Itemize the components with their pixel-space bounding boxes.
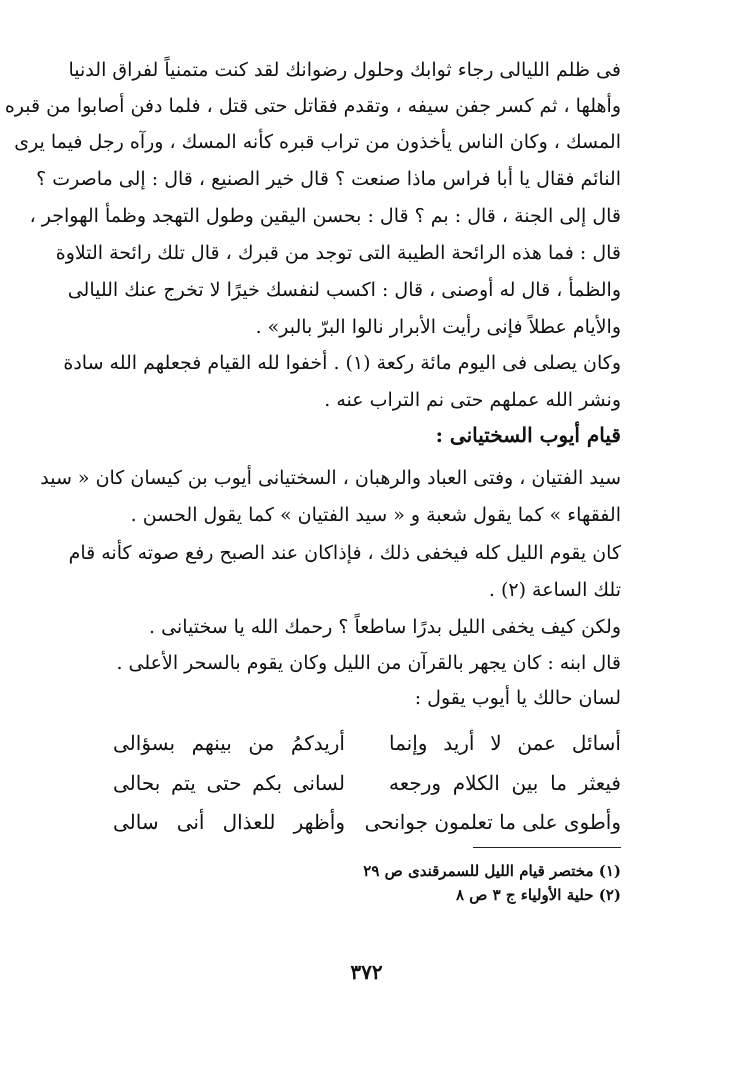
body-line: وكان يصلى فى اليوم مائة ركعة (١) . أخفوا لله القيام فجعلهم الله سادة <box>63 352 621 374</box>
body-line: والظمأ ، قال له أوصنى ، قال : اكسب لنفسك خيرًا لا تخرج عنك الليالى <box>67 279 621 301</box>
body-line: وأهلها ، ثم كسر جفن سيفه ، وتقدم فقاتل حتى قتل ، فلما دفن أصابوا من قبره <box>4 95 621 117</box>
body-line: والأيام عطلاً فإنى رأيت الأبرار نالوا البرّ بالبر» . <box>255 316 621 338</box>
poem-hemistich-first: فيعثر ما بين الكلام ورجعه <box>389 771 621 795</box>
section-heading: قيام أيوب السختيانى : <box>435 423 621 447</box>
section-line: قال ابنه : كان يجهر بالقرآن من الليل وكان يقوم بالسحر الأعلى . <box>116 652 621 674</box>
section-line: تلك الساعة (٢) . <box>488 579 621 601</box>
body-line: قال إلى الجنة ، قال : بم ؟ قال : بحسن اليقين وطول التهجد وظمأ الهواجر ، <box>29 205 621 227</box>
poem-hemistich-second: أريدكمُ من بينهم بسؤالى <box>113 731 345 755</box>
body-line: ونشر الله عملهم حتى نم التراب عنه . <box>324 389 621 411</box>
body-line: فى ظلم الليالى رجاء ثوابك وحلول رضوانك لقد كنت متمنياً لفراق الدنيا <box>68 59 621 81</box>
page-number: ٣٧٢ <box>350 960 383 984</box>
section-line: لسان حالك يا أيوب يقول : <box>414 687 621 709</box>
section-line: سيد الفتيان ، وفتى العباد والرهبان ، السختيانى أيوب بن كيسان كان « سيد <box>40 467 621 489</box>
poem-hemistich-first: أسائل عمن لا أريد وإنما <box>389 731 621 755</box>
footnote: (١) مختصر قيام الليل للسمرقندى ص ٢٩ <box>363 862 621 880</box>
body-line: قال : فما هذه الرائحة الطيبة التى توجد من قبرك ، قال تلك رائحة التلاوة <box>55 242 621 264</box>
poem-hemistich-second: وأظهر للعذال أنى سالى <box>113 810 345 834</box>
poem-hemistich-first: وأطوى على ما تعلمون جوانحى <box>364 810 621 834</box>
section-line: ولكن كيف يخفى الليل بدرًا ساطعاً ؟ رحمك الله يا سختيانى . <box>148 616 621 638</box>
section-line: كان يقوم الليل كله فيخفى ذلك ، فإذاكان عند الصبح رفع صوته كأنه قام <box>68 542 621 564</box>
poem-hemistich-second: لسانى بكم حتى يتم بحالى <box>113 771 345 795</box>
body-line: النائم فقال يا أبا فراس ماذا صنعت ؟ قال خير الصنيع ، قال : إلى ماصرت ؟ <box>36 168 621 190</box>
footnote: (٢) حلية الأولياء ج ٣ ص ٨ <box>455 886 621 904</box>
body-line: المسك ، وكان الناس يأخذون من تراب قبره كأنه المسك ، ورآه رجل فيما يرى <box>14 131 621 153</box>
section-line: الفقهاء » كما يقول شعبة و « سيد الفتيان » كما يقول الحسن . <box>130 504 621 526</box>
footnote-divider <box>473 847 621 848</box>
